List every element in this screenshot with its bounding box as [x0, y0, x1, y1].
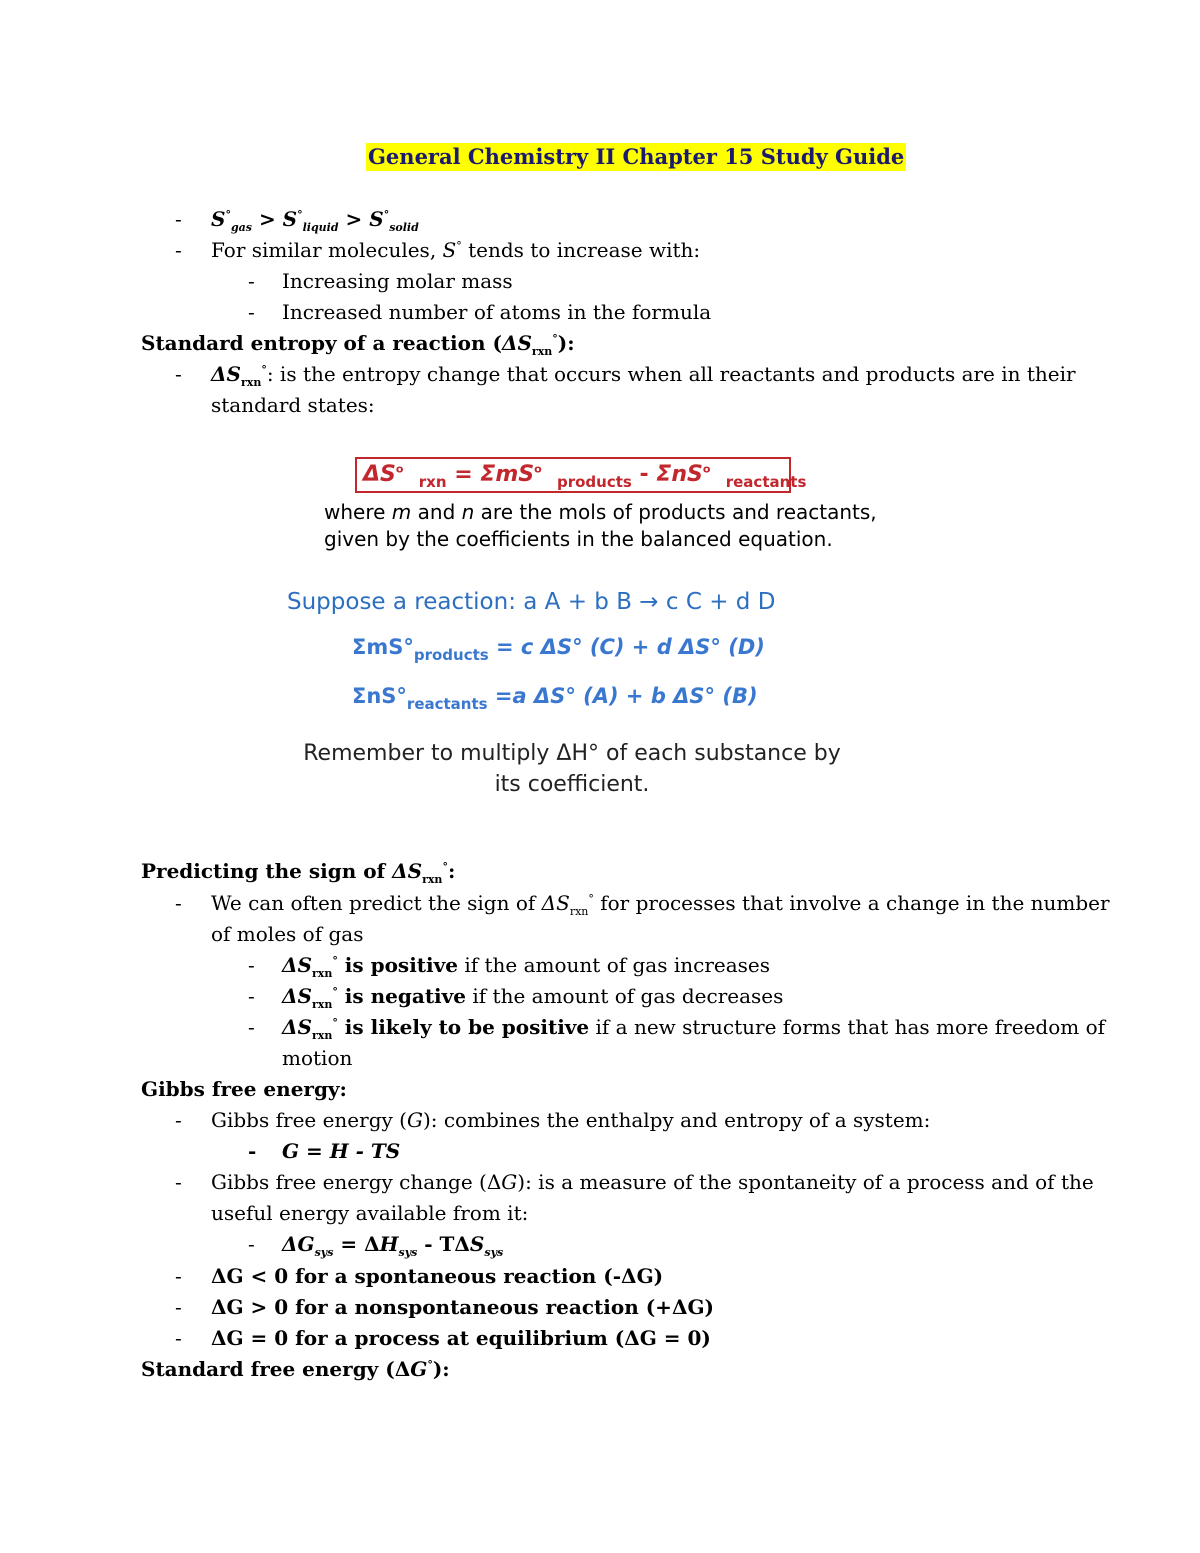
gibbs-change-definition: Gibbs free energy change (ΔG): is a measure of the spontaneity of a process and of the [211, 1170, 1094, 1194]
bullet: - [175, 1264, 182, 1288]
bullet: - [175, 1295, 182, 1319]
predict-item: $\Delta S_{rxn}^\circ$ is likely to be positive if a new structure forms that has more freedom of [282, 1015, 1106, 1042]
bullet: - [175, 891, 182, 915]
bullet: - [175, 1170, 182, 1194]
std-free-energy-heading: Standard free energy (ΔG°): [141, 1357, 450, 1381]
predict-heading: Predicting the sign of $\Delta S_{rxn}^\circ$: [141, 859, 456, 886]
bullet: - [248, 984, 255, 1008]
gibbs-rule: ΔG < 0 for a spontaneous reaction (-ΔG) [211, 1264, 664, 1288]
predict-item-cont: motion [282, 1046, 353, 1070]
similar-molecules-text: For similar molecules, S° tends to increase with: [211, 238, 701, 262]
remember-line: Remember to multiply ΔH° of each substance by [303, 741, 841, 766]
std-entropy-heading: Standard entropy of a reaction $(\Delta S_{rxn}^\circ)$: [141, 331, 575, 358]
similar-item: Increased number of atoms in the formula [282, 300, 712, 324]
suppose-reaction: Suppose a reaction: a A + b B → c C + d D [287, 589, 776, 615]
bullet: - [175, 1108, 182, 1132]
bullet: - [248, 1139, 257, 1163]
bullet: - [175, 238, 182, 262]
bullet: - [175, 207, 182, 231]
gibbs-definition: Gibbs free energy (G): combines the enthalpy and entropy of a system: [211, 1108, 931, 1132]
predict-intro: We can often predict the sign of $\Delta S_{rxn}^\circ$ for processes that involve a change in the number [211, 891, 1110, 918]
predict-item: $\Delta S_{rxn}^\circ$ is positive if the amount of gas increases [282, 953, 771, 980]
formula-note-line2: given by the coefficients in the balanced equation. [324, 527, 833, 551]
bullet: - [248, 1232, 255, 1256]
remember-line: its coefficient. [494, 772, 650, 797]
entropy-formula-box: $\Delta S^o$ $_{rxn}$ = ΣmS$^o$ $_{products}$ - ΣnS$^o$ $_{reactants}$ [355, 457, 791, 493]
gibbs-change-definition-cont: useful energy available from it: [211, 1201, 529, 1225]
page-title: General Chemistry II Chapter 15 Study Guide [368, 144, 905, 169]
gibbs-heading: Gibbs free energy: [141, 1077, 347, 1101]
gibbs-rule: ΔG = 0 for a process at equilibrium (ΔG = 0) [211, 1326, 711, 1350]
gibbs-rule: ΔG > 0 for a nonspontaneous reaction (+ΔG) [211, 1295, 714, 1319]
predict-intro-cont: of moles of gas [211, 922, 364, 946]
bullet: - [248, 953, 255, 977]
similar-item: Increasing molar mass [282, 269, 513, 293]
predict-item: $\Delta S_{rxn}^\circ$ is negative if the amount of gas decreases [282, 984, 784, 1011]
formula-note-line1: where m and n are the mols of products and reactants, [324, 500, 877, 524]
gibbs-equation: G = H - TS [282, 1139, 401, 1163]
bullet: - [248, 1015, 255, 1039]
remember-note [272, 738, 872, 800]
bullet: - [175, 1326, 182, 1350]
reactants-sum: $\Sigma nS^\circ_{reactants} =a$ ΔS° (A) + b ΔS° (B) [352, 684, 758, 713]
bullet: - [175, 362, 182, 386]
std-entropy-definition-cont: standard states: [211, 393, 375, 417]
std-entropy-definition: $\Delta S_{rxn}^\circ$: is the entropy change that occurs when all reactants and products are in their [211, 362, 1076, 389]
bullet: - [248, 300, 255, 324]
entropy-order: $S^\circ_{gas} > S^\circ_{liquid} > S^\circ_{solid}$ [211, 207, 419, 234]
products-sum: $\Sigma mS^\circ_{products} = c$ ΔS° (C) + d ΔS° (D) [352, 635, 765, 664]
gibbs-sys-equation: $\Delta G_{sys} = \Delta H_{sys} - T\Delta S_{sys}$ [282, 1232, 504, 1259]
bullet: - [248, 269, 255, 293]
